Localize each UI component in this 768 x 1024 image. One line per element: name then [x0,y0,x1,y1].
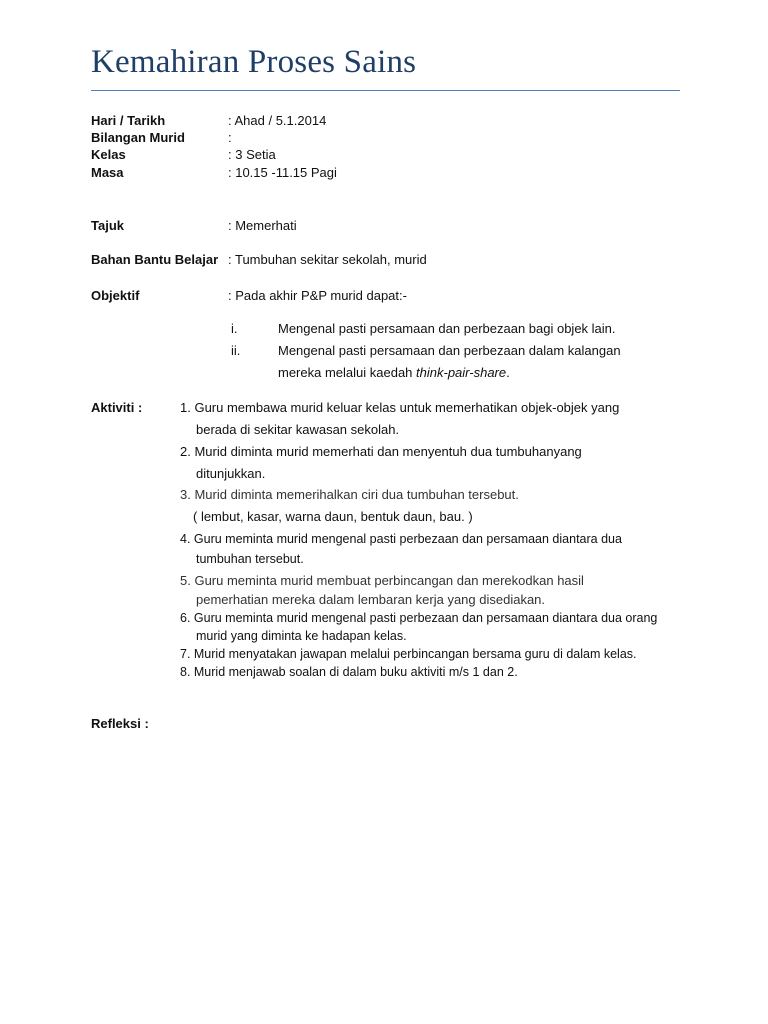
bilangan-value: : [228,130,232,145]
kelas-label: Kelas [91,147,126,162]
aktiviti-item: 4. Guru meminta murid mengenal pasti perbezaan dan persamaan diantara dua [180,532,622,546]
objektif-label: Objektif [91,288,140,303]
kelas-value: : 3 Setia [228,147,276,162]
objektif-item-italic: think-pair-share [416,365,507,380]
tajuk-value: : Memerhati [228,218,297,233]
aktiviti-item-cont: murid yang diminta ke hadapan kelas. [196,629,407,643]
objektif-item-text: Mengenal pasti persamaan dan perbezaan dalam kalangan [278,343,621,358]
objektif-item-text: Mengenal pasti persamaan dan perbezaan bagi objek lain. [278,321,616,336]
aktiviti-item-cont: tumbuhan tersebut. [196,552,304,566]
masa-label: Masa [91,165,124,180]
tajuk-label: Tajuk [91,218,124,233]
aktiviti-item: 7. Murid menyatakan jawapan melalui perbincangan bersama guru di dalam kelas. [180,647,637,661]
objektif-item-suffix: . [506,365,510,380]
aktiviti-item: 2. Murid diminta murid memerhati dan menyentuh dua tumbuhanyang [180,444,582,459]
refleksi-label: Refleksi : [91,716,149,731]
page-title: Kemahiran Proses Sains [91,44,417,80]
hari-value: : Ahad / 5.1.2014 [228,113,327,128]
aktiviti-item: 6. Guru meminta murid mengenal pasti perbezaan dan persamaan diantara dua orang [180,611,658,625]
bilangan-label: Bilangan Murid [91,130,185,145]
aktiviti-item-cont: pemerhatian mereka dalam lembaran kerja yang disediakan. [196,592,546,607]
objektif-item-num: ii. [231,343,241,358]
aktiviti-item: 3. Murid diminta memerihalkan ciri dua tumbuhan tersebut. [180,487,519,502]
bahan-label: Bahan Bantu Belajar [91,252,219,267]
aktiviti-item-cont: ditunjukkan. [196,466,266,481]
masa-value: : 10.15 -11.15 Pagi [228,165,337,180]
aktiviti-item: 1. Guru membawa murid keluar kelas untuk memerhatikan objek-objek yang [180,400,620,415]
title-underline [91,90,680,91]
aktiviti-item-cont: berada di sekitar kawasan sekolah. [196,422,400,437]
objektif-item-text-cont [278,365,510,381]
objektif-item-prefix: mereka melalui kaedah [278,365,417,380]
bahan-value: : Tumbuhan sekitar sekolah, murid [228,252,427,267]
objektif-value: : Pada akhir P&P murid dapat:- [228,288,407,303]
hari-label: Hari / Tarikh [91,113,166,128]
aktiviti-item-cont: ( lembut, kasar, warna daun, bentuk daun, bau. ) [193,509,473,524]
aktiviti-label: Aktiviti : [91,400,143,415]
objektif-item-num: i. [231,321,238,336]
aktiviti-item: 5. Guru meminta murid membuat perbincangan dan merekodkan hasil [180,573,584,588]
aktiviti-item: 8. Murid menjawab soalan di dalam buku aktiviti m/s 1 dan 2. [180,665,518,679]
